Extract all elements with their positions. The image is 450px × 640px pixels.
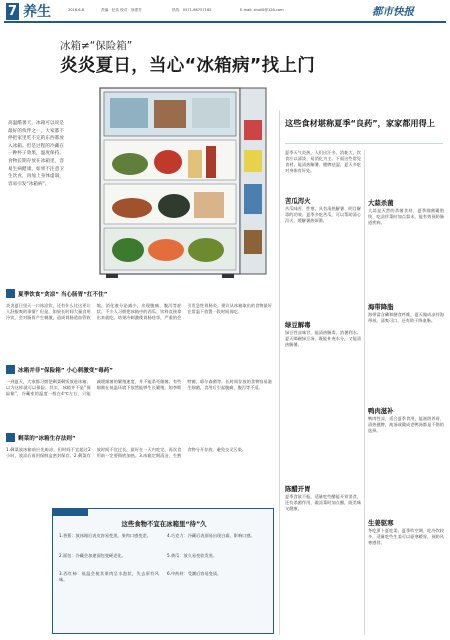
sidebar-item-heading-5: 鸭肉滋补: [368, 407, 394, 415]
fridge-illustration: [70, 80, 270, 280]
fridge-icon: [70, 80, 270, 280]
info-box-item-6: 6.中药材：受潮后容易变质。: [167, 571, 222, 576]
sidebar-item-heading-2: 陈醋开胃: [285, 485, 311, 493]
kicker: 冰箱≠“保险箱”: [60, 40, 133, 52]
masthead: [0, 0, 450, 26]
lead-paragraph: 高温酷暑天，冰箱可以说是最好的伙伴之一。大家都不停把家里吃不完的东西都放入冰箱。但是过程的冷藏在一种杯子效果，温度保持。食物长期存放在冰箱里，容易生病健康，如果不注意卫生饮食，再加上身体虚弱，容易引发“冰箱病”。: [8, 121, 64, 187]
email: E-mail: zhuli0@126.com: [240, 8, 284, 12]
info-box-item-5: 5.黄瓜：放久易变软发黑。: [167, 553, 218, 558]
hotline: 热线：0571-86757165: [172, 8, 212, 12]
info-box-item-1: 1.香蕉：放冰箱后表皮容易变黑，果肉口感变差。: [59, 533, 151, 538]
section-body-3: 1.剩菜放冰箱前应先晾凉，但时间不宜超过2小时，放凉后再用保鲜盒密封保存。2.剩菜存放时间不宜过长，最好在一天内吃完，再次食用前一定要彻底加热。3.冰箱定期清洁，生熟食物分开存放，避免交叉污染。: [6, 447, 246, 459]
sidebar-title: 这些食材堪称夏季“良药”，家家都用得上: [285, 118, 435, 128]
paper-logo: 都市快报: [372, 6, 414, 18]
info-box-tag: [52, 508, 88, 516]
info-box-item-4: 4.巧克力：冷藏后表面易出现白霜，影响口感。: [167, 533, 255, 538]
sidebar-item-body-1: 绿豆性凉味甘，能清热解毒、消暑利水。夏天喝碗绿豆汤，既能补充水分，又能清热解暑。: [285, 330, 361, 348]
section-heading-3: 剩菜的“冰箱生存法则”: [6, 432, 276, 443]
bullet-square-icon: [6, 433, 15, 442]
sidebar-item-body-2: 夏季食欲不振，适量吃些醋能开胃消食，还有杀菌作用，做凉菜时加点醋，既美味又健康。: [285, 494, 361, 512]
sidebar-item-body-4: 海带富含碘和膳食纤维，夏天做成凉拌海带丝，清爽可口，还有助于降血脂。: [368, 312, 444, 324]
sidebar-item-body-6: 冬吃萝卜夏吃姜。夏季吹空调、吃冷饮较多，适量吃些生姜可以驱寒暖胃，预防风寒感冒。: [368, 528, 444, 546]
page-number: 7: [7, 4, 18, 19]
bullet-square-icon: [6, 289, 15, 298]
sidebar-title-rule: [285, 143, 443, 144]
section-heading-2: 冰箱并非“保险箱” 小心刺激变“毒药”: [6, 364, 276, 375]
sidebar-item-body-5: 鸭肉性凉，适合夏季食用，能滋阴养胃、清热健脾，炖汤或做成老鸭汤都是不错的选择。: [368, 416, 444, 434]
sidebar-column-divider: [364, 150, 365, 635]
column-divider: [279, 110, 280, 635]
section-body-1: 炎炎夏日里天一口冰凉饮，还有什么比这更让人舒服爽的事情？但是，如果长时间大量食用冷饮，会对肠胃产生刺激，造成胃肠道血管收缩，消化液分泌减少，出现腹痛、腹泻等症状。不少人习惯把冰箱中的西瓜、饮料直接拿出来就吃，结果冷刺激使胃肠痉挛，严重的会引发急性胃肠炎。建议从冰箱取出的食物最好在常温下放置一段时间再吃。: [6, 303, 272, 321]
sidebar-item-body-0: 苦瓜味苦、性寒，具有清热解暑、明目解毒的功效。夏季多吃苦瓜，可以帮助清心泻火，缓解暑热烦渴。: [285, 206, 361, 224]
sidebar-item-heading-4: 海带降脂: [368, 303, 394, 311]
info-box-title: 这些食物不宜在冰箱里“待”久: [121, 520, 207, 528]
issue-date: 2018.6.8: [68, 8, 85, 12]
headline: 炎炎夏日，当心“冰箱病”找上门: [60, 56, 316, 76]
sidebar-intro: 夏季天气炎热，人们出汗多、消耗大，饮食应以清淡、易消化为主。下面这些常见食材，能清热解暑、健脾祛湿，夏天多吃对身体有好处。: [285, 150, 361, 174]
section-body-2: 一到夏天，大家都习惯把剩菜剩饭放进冰箱，以为这样就可以保险。其实，冰箱并不是“保险箱”，冷藏室的温度一般在4℃左右，只能减缓细菌的繁殖速度，并不能杀死细菌。有些细菌在低温环境下依然能够生长繁殖，如李斯特菌、耶尔森菌等。长时间存放的食物容易滋生细菌，食用后引起腹痛、腹泻等不适。: [6, 379, 272, 397]
sidebar-item-body-3: 大蒜是天然的杀菌食材，夏季细菌繁殖快，吃凉拌菜时加点蒜末，能有效预防肠道疾病。: [368, 208, 444, 226]
sidebar-item-heading-3: 大蒜杀菌: [368, 199, 394, 207]
sidebar-item-heading-1: 绿豆解毒: [285, 321, 311, 329]
info-box: [52, 508, 274, 634]
editor-credits: 责编：纪伟 校对：徐建芳: [101, 8, 142, 12]
info-box-item-3: 3.西红柿：低温会使其果肉呈水泡状，失去原有风味。: [59, 571, 159, 583]
info-box-item-2: 2.面包：冷藏会加速面包变硬老化。: [59, 553, 126, 558]
sidebar-item-heading-0: 苦瓜泻火: [285, 197, 311, 205]
sidebar-item-heading-6: 生姜驱寒: [368, 519, 394, 527]
section-heading-1: 夏季饮食“贪凉” 当心肠胃“扛不住”: [6, 288, 276, 299]
section-name: 养生: [23, 4, 51, 20]
bullet-square-icon: [6, 365, 15, 374]
masthead-rule: [4, 21, 446, 23]
